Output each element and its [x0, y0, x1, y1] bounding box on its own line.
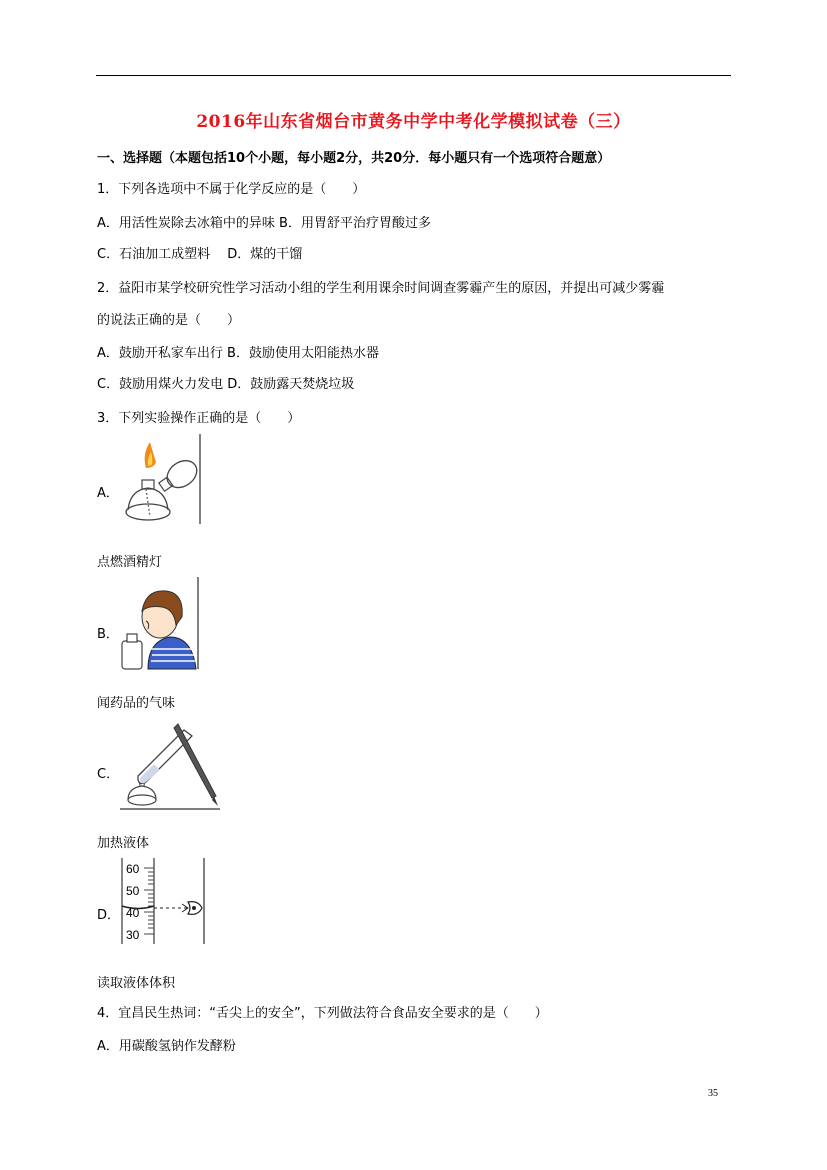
reading-cylinder-figure: [118, 856, 208, 946]
q2-stem-line1: 2．益阳市某学校研究性学习活动小组的学生利用课余时间调查雾霾产生的原因，并提出可减少雾霾: [97, 281, 665, 296]
tick-label-30: 30: [126, 928, 140, 942]
q3-option-b-caption: 闻药品的气味: [97, 696, 176, 711]
page-number: 35: [708, 1088, 718, 1099]
q1-options-cd: C．石油加工成塑料 D．煤的干馏: [97, 247, 303, 262]
q3-option-a-letter: A．: [97, 486, 119, 501]
q3-option-b-letter: B．: [97, 627, 119, 642]
q2-stem-line2: 的说法正确的是（ ）: [97, 313, 241, 328]
q2-options-ab: A．鼓励开私家车出行 B．鼓励使用太阳能热水器: [97, 346, 379, 361]
q3-option-c-letter: C．: [97, 767, 120, 782]
q3-option-c-caption: 加热液体: [97, 836, 150, 851]
tick-label-40: 40: [126, 906, 140, 920]
q1-stem: 1．下列各选项中不属于化学反应的是（ ）: [97, 182, 366, 197]
q1-options-ab: A．用活性炭除去冰箱中的异味 B．用胃舒平治疗胃酸过多: [97, 216, 431, 231]
heating-liquid-figure: [118, 716, 222, 812]
tick-label-50: 50: [126, 884, 140, 898]
q3-option-d-letter: D．: [97, 908, 121, 923]
exam-title: 2016年山东省烟台市黄务中学中考化学模拟试卷（三）: [196, 112, 631, 132]
q3-stem: 3．下列实验操作正确的是（ ）: [97, 411, 301, 426]
alcohol-lamp-lighting-figure: [118, 432, 202, 526]
q3-option-a-caption: 点燃酒精灯: [97, 555, 163, 570]
q3-option-d-caption: 读取液体体积: [97, 976, 176, 991]
header-rule: [96, 75, 731, 76]
smelling-chemical-figure: [118, 575, 202, 671]
q2-options-cd: C．鼓励用煤火力发电 D．鼓励露天焚烧垃圾: [97, 377, 355, 392]
q4-stem: 4．宜昌民生热词：“舌尖上的安全”，下列做法符合食品安全要求的是（ ）: [97, 1006, 548, 1021]
tick-label-60: 60: [126, 862, 140, 876]
section-heading: 一、选择题（本题包括10个小题，每小题2分，共20分．每小题只有一个选项符合题意）: [97, 151, 611, 166]
q4-option-a: A．用碳酸氢钠作发酵粉: [97, 1039, 236, 1054]
